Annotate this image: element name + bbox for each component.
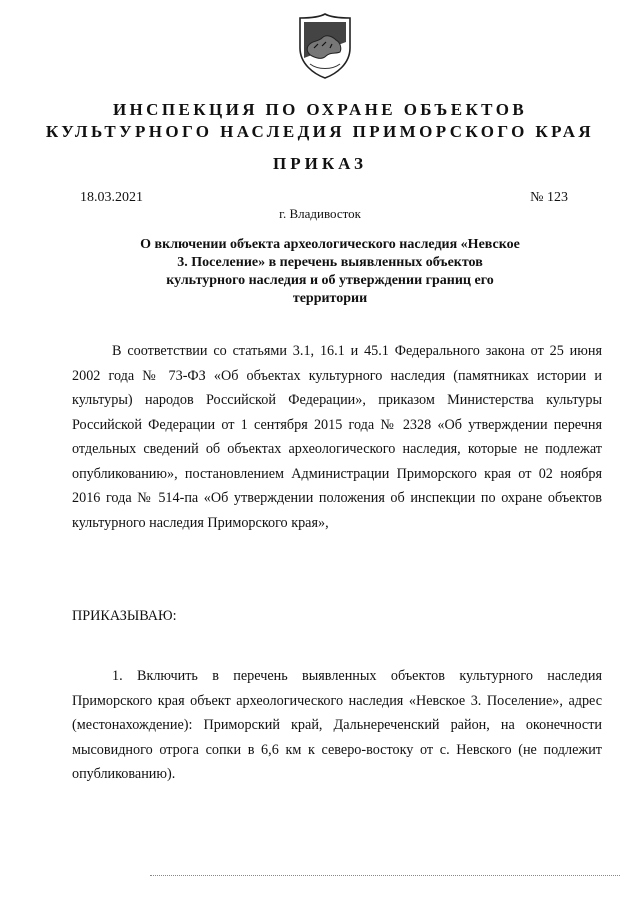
document-city: г. Владивосток	[279, 206, 361, 221]
document-type-title: ПРИКАЗ	[273, 154, 367, 173]
page-bottom-divider	[150, 875, 620, 876]
order-word: ПРИКАЗЫВАЮ:	[72, 608, 177, 624]
organization-name-line1: ИНСПЕКЦИЯ ПО ОХРАНЕ ОБЪЕКТОВ	[112, 100, 528, 119]
preamble-paragraph: В соответствии со статьями 3.1, 16.1 и 45.1 Федерального закона от 25 июня 2002 года № 73-ФЗ «Об объектах культурного наследия (памятниках истории и культуры) народов Российской Федерации», приказом Министерства культуры Российской Федерации от 1 сентября 2015 года № 2328 «Об утверждении перечня отдельных сведений об объектах археологического наследия, которые не подлежат опубликованию», постановлением Администрации Приморского края от 02 ноября 2016 года № 514-па «Об утверждении положения об инспекции по охране объектов культурного наследия Приморского края»,	[72, 343, 602, 531]
organization-name-line2: КУЛЬТУРНОГО НАСЛЕДИЯ ПРИМОРСКОГО КРАЯ	[45, 122, 595, 141]
coat-of-arms-emblem	[296, 12, 354, 80]
document-number: № 123	[530, 190, 568, 205]
document-subject: О включении объекта археологического наследия «Невское 3. Поселение» в перечень выявленных объектов культурного наследия и об утверждении границ его территории	[140, 237, 520, 306]
order-item-1: 1. Включить в перечень выявленных объектов культурного наследия Приморского края объект археологического наследия «Невское 3. Поселение», адрес (местонахождение): Приморский край, Дальнереченский район, на оконечности мысовидного отрога сопки в 6,6 км к северо-востоку от с. Невского (не подлежит опубликованию).	[72, 668, 602, 782]
document-date: 18.03.2021	[80, 190, 143, 205]
